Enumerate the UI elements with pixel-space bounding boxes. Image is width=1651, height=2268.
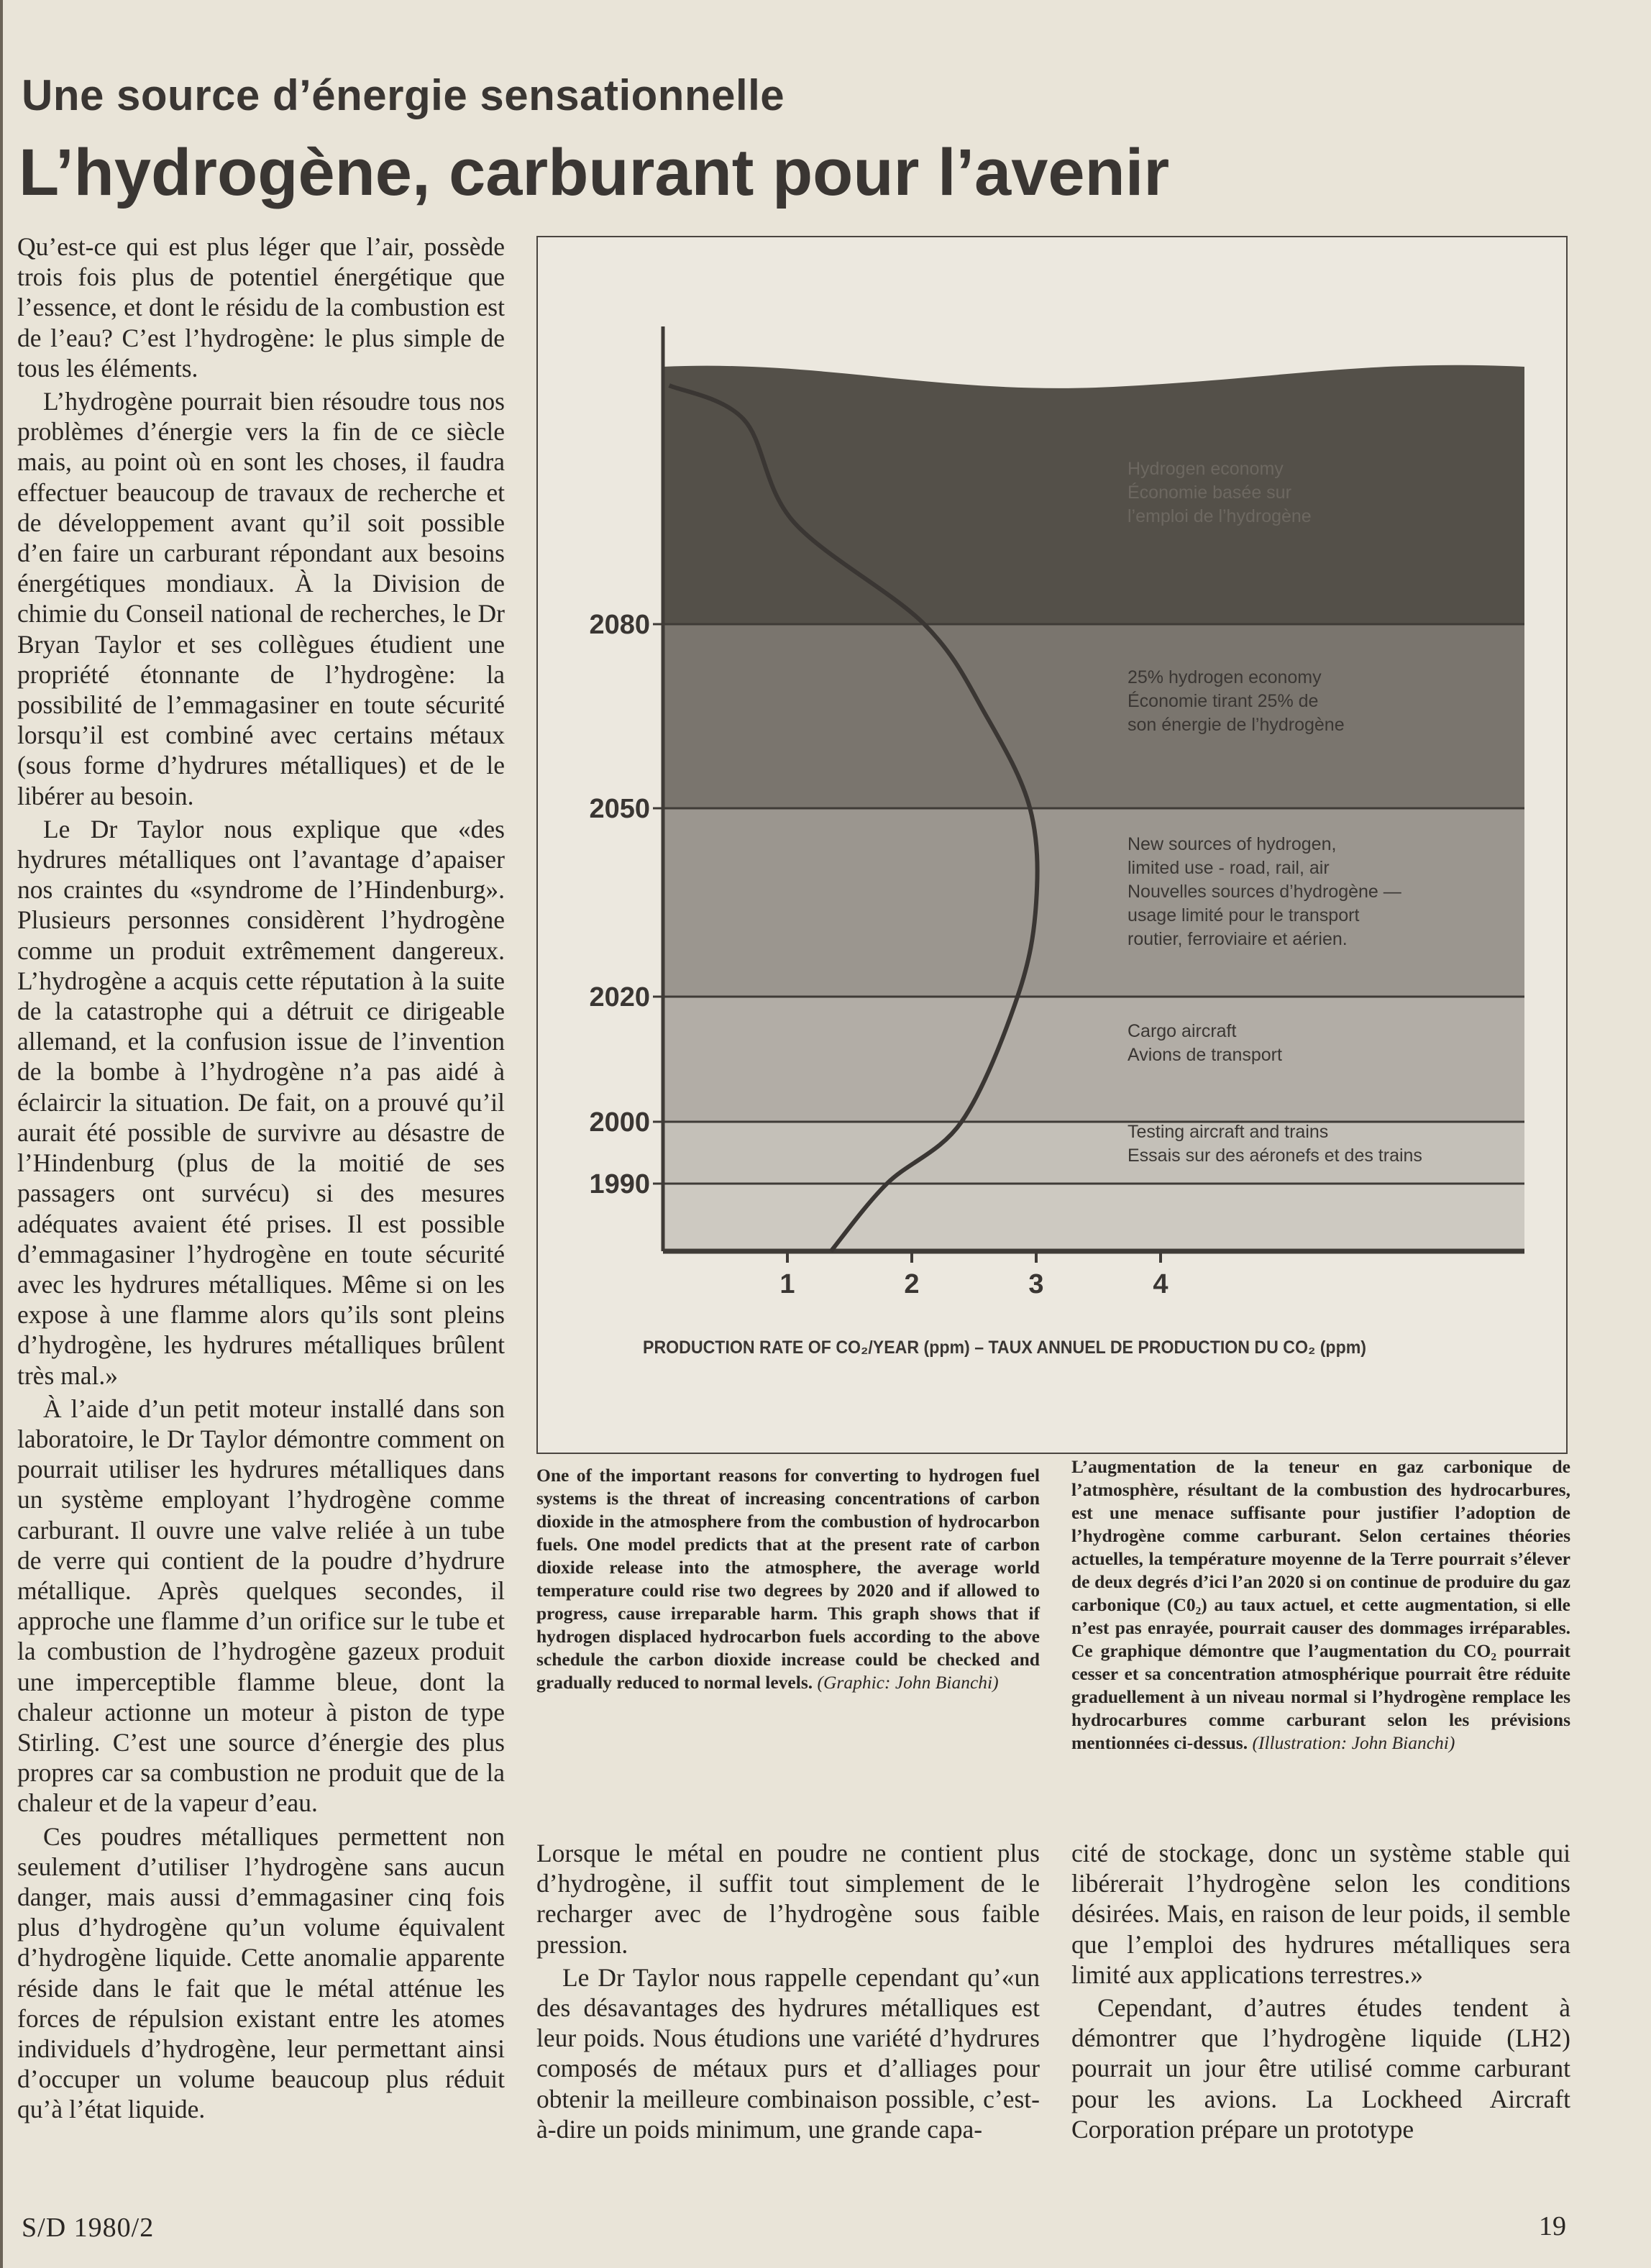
paragraph: Cependant, d’autres études tendent à démontrer que l’hydrogène liquide (LH2) pourrait un jour être utilisé comme carburant pour les avions. La Lockheed Aircraft Corporation prépare un prototype <box>1071 1993 1570 2144</box>
band-label-line: Économie tirant 25% de <box>1128 691 1319 711</box>
x-tick-label: 4 <box>1153 1269 1168 1299</box>
paragraph: Lorsque le métal en poudre ne contient plus d’hydrogène, il suffit tout simplement de le recharger avec de l’hydrogène sous faible pression. <box>536 1839 1040 1959</box>
paragraph: L’hydrogène pourrait bien résoudre tous nos problèmes d’énergie vers la fin de ce siècle mais, au point où en sont les choses, il faudra effectuer beaucoup de travaux de recherche et de développement avant qu’il soit possible d’en faire un carburant répondant aux besoins énergétiques mondiaux. À la Division de chimie du Conseil national de recherches, le Dr Bryan Taylor et ses collègues étudient une propriété étonnante de l’hydrogène: la possibilité de l’emmagasiner en toute sécurité lorsqu’il est combiné avec certains métaux (sous forme d’hydrures métalliques) et de le libérer au besoin. <box>17 387 505 810</box>
y-tick-label: 2080 <box>589 610 650 640</box>
y-tick-label: 1990 <box>589 1169 650 1199</box>
band-label-line: Avions de transport <box>1128 1045 1282 1065</box>
band-5 <box>663 1184 1524 1251</box>
band-0 <box>663 365 1524 624</box>
x-tick-label: 3 <box>1028 1269 1044 1299</box>
text-column-2 <box>536 1838 1040 2144</box>
y-tick-label: 2000 <box>589 1107 650 1138</box>
caption-text: L’augmentation de la teneur en gaz carbonique de l’atmosphère, résultant de la combustion des hydrocarbures, est une menace suffisante pour justifier l’adoption de l’hydrogène comme carburant. Selon certaines théories actuelles, la température moyenne de la Terre pourrait s’élever de deux degrés d’ici l’an 2020 si on continue de produire du gaz carbonique (C0₂) au taux actuel, et cette augmentation, si elle n’est pas enrayée, pourrait causer des dommages irréparables. Ce graphique démontre que l’augmentation du CO₂ pourrait cesser et sa concentration atmosphérique pourrait être réduite graduellement à un niveau normal si l’hydrogène remplace les hydrocarbures comme carburant selon les prévisions mentionnées ci-dessus. <box>1071 1456 1570 1753</box>
band-3 <box>663 997 1524 1122</box>
page-number: 19 <box>1539 2211 1566 2241</box>
caption-text: One of the important reasons for converting to hydrogen fuel systems is the threat of increasing concentrations of carbon dioxide in the atmosphere from the combustion of hydrocarbon fuels. One model predicts that at the present rate of carbon dioxide release into the atmosphere, the average world temperature could rise two degrees by 2020 and if allowed to progress, cause irreparable harm. This graph shows that if hydrogen displaced hydrocarbon fuels according to the above schedule the carbon dioxide increase could be checked and gradually reduced to normal levels. <box>536 1465 1040 1693</box>
caption-credit: (Illustration: John Bianchi) <box>1252 1732 1455 1753</box>
band-label-line: New sources of hydrogen, <box>1128 834 1337 854</box>
y-tick-label: 2020 <box>589 982 650 1012</box>
text-column-1 <box>17 232 505 2125</box>
band-1 <box>663 624 1524 808</box>
band-label-line: 25% hydrogen economy <box>1128 667 1322 687</box>
paragraph: Le Dr Taylor nous explique que «des hydrures métalliques ont l’avantage d’apaiser nos craintes du «syndrome de l’Hindenburg». Plusieurs personnes considèrent l’hydrogène comme un produit extrêmement dangereux. L’hydrogène a acquis cette réputation à la suite de la catastrophe qui a détruit ce dirigeable allemand, et la confusion issue de l’invention de la bombe à l’hydrogène n’a pas aidé à éclaircir la situation. De fait, on a prouvé qu’il aurait été possible de survivre au désastre de l’Hindenburg (plus de la moitié de ses passagers ont survécu) si des mesures adéquates avaient été prises. Il est possible d’emmagasiner l’hydrogène en toute sécurité avec les hydrures métalliques. Même si on les expose à une flamme alors qu’ils sont pleins d’hydrogène, les hydrures métalliques brûlent très mal.» <box>17 814 505 1390</box>
x-tick-label: 2 <box>904 1269 920 1299</box>
issue-label: S/D 1980/2 <box>22 2213 155 2243</box>
paragraph: Qu’est-ce qui est plus léger que l’air, possède trois fois plus de potentiel énergétique que l’essence, et dont le résidu de la combustion est de l’eau? C’est l’hydrogène: le plus simple de tous les éléments. <box>17 232 505 383</box>
band-2 <box>663 808 1524 997</box>
paragraph: Le Dr Taylor nous rappelle cependant qu’«un des désavantages des hydrures métalliques est leur poids. Nous étudions une variété d’hydrures composés de métaux purs et d’alliages pour obtenir la meilleure combinaison possible, c’est-à-dire un poids minimum, une grande capa- <box>536 1962 1040 2144</box>
article-kicker: Une source d’énergie sensationnelle <box>22 71 785 119</box>
band-label-line: limited use - road, rail, air <box>1128 858 1330 878</box>
text-column-3 <box>1071 1838 1570 2144</box>
band-label <box>1128 667 1345 735</box>
band-label-line: Essais sur des aéronefs et des trains <box>1128 1146 1422 1166</box>
band-label-line: Cargo aircraft <box>1128 1021 1237 1041</box>
paragraph: cité de stockage, donc un système stable qui libérerait l’hydrogène selon les conditions désirées. Mais, en raison de leur poids, il semble que l’emploi des hydrures métalliques sera limité aux applications terrestres.» <box>1071 1839 1570 1989</box>
hydrogen-co2-chart <box>536 236 1568 1454</box>
band-label-line: Économie basée sur <box>1128 483 1291 503</box>
page-edge <box>0 0 3 2268</box>
band-label-line: usage limité pour le transport <box>1128 905 1360 925</box>
caption-credit: (Graphic: John Bianchi) <box>817 1672 999 1693</box>
paragraph: Ces poudres métalliques permettent non seulement d’utiliser l’hydrogène sans aucun danger, mais aussi d’emmagasiner cinq fois plus d’hydrogène qu’un volume équivalent d’hydrogène liquide. Cette anomalie apparente réside dans le fait que le métal atténue les forces de répulsion existant entre les atomes individuels d’hydrogène, leur permettant ainsi d’occuper un volume beaucoup plus réduit qu’à l’état liquide. <box>17 1821 505 2124</box>
band-label-line: son énergie de l’hydrogène <box>1128 715 1345 735</box>
article-title: L’hydrogène, carburant pour l’avenir <box>19 136 1170 209</box>
caption-english <box>536 1464 1040 1694</box>
band-label-line: Hydrogen economy <box>1128 459 1284 479</box>
band-label-line: Nouvelles sources d’hydrogène — <box>1128 882 1401 902</box>
y-tick-label: 2050 <box>589 794 650 824</box>
x-axis-title: PRODUCTION RATE OF CO₂/YEAR (ppm) – TAUX ANNUEL DE PRODUCTION DU CO₂ (ppm) <box>643 1338 1366 1358</box>
band-label-line: Testing aircraft and trains <box>1128 1122 1329 1142</box>
chart-svg <box>538 237 1566 1453</box>
caption-french <box>1071 1455 1570 1755</box>
paragraph: À l’aide d’un petit moteur installé dans son laboratoire, le Dr Taylor démontre comment on pourrait utiliser les hydrures métalliques dans un système employant l’hydrogène comme carburant. Il ouvre une valve reliée à un tube de verre qui contient de la poudre d’hydrure métallique. Après quelques secondes, il approche une flamme d’un orifice sur le tube et la combustion de l’hydrogène gazeux produit une imperceptible flamme bleue, dont la chaleur actionne un moteur à piston de type Stirling. C’est une source d’énergie des plus propres car sa combustion ne produit que de la chaleur et de la vapeur d’eau. <box>17 1394 505 1818</box>
x-tick-label: 1 <box>779 1269 795 1299</box>
band-label-line: routier, ferroviaire et aérien. <box>1128 929 1348 949</box>
band-label-line: l’emploi de l’hydrogène <box>1128 506 1312 526</box>
